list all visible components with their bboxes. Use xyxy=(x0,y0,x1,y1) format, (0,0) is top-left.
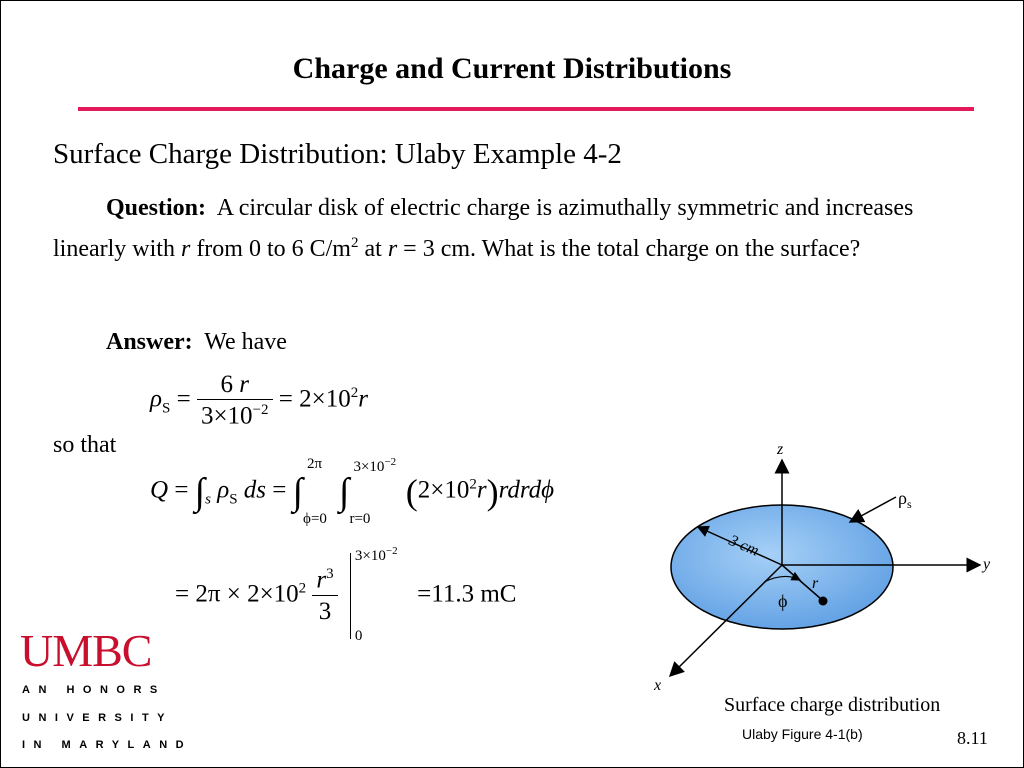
figure-caption: Surface charge distribution xyxy=(724,694,941,716)
eq1-num-r: r xyxy=(239,371,249,398)
eq3-fraction xyxy=(312,566,337,625)
eq2-integral-phi: ∫ xyxy=(292,471,304,513)
so-that-text: so that xyxy=(53,432,117,458)
eq3-left-exp: 2 xyxy=(298,580,307,597)
question-var-r-2: r xyxy=(387,236,398,262)
eq1-num-6: 6 xyxy=(220,371,233,398)
r-label: r xyxy=(812,575,819,592)
rho-label: $\rho_s$ xyxy=(898,488,912,511)
eq2-r-lower: r=0 xyxy=(349,511,371,527)
logo-line-3: IN MARYLAND xyxy=(22,739,193,751)
question-text-2: from 0 to 6 C/m xyxy=(190,236,351,262)
eq1-rho: ρ xyxy=(150,385,162,413)
question-exponent: 2 xyxy=(350,235,359,251)
eq2-integral-r: ∫ xyxy=(339,471,350,513)
eq2-rho-sub: S xyxy=(229,491,238,508)
eq2-integrand-exp: 2 xyxy=(469,476,477,493)
eq1-rhs: = 2×10 xyxy=(278,385,351,413)
eq2-Q: Q xyxy=(150,476,169,504)
eq2-integral-s: ∫ xyxy=(194,471,206,513)
eq2-integrand-r: r xyxy=(476,476,487,504)
eq3-den-3: 3 xyxy=(312,595,337,626)
eq1-sub-s: S xyxy=(162,400,171,417)
equation-rho: $\rho_S$ = $\frac{6 r}{3\times 10^{-2}}$ = $2\times 10^2r$ xyxy=(150,371,368,430)
equation-result xyxy=(175,545,517,644)
eq2-integrand: 2×10 xyxy=(417,476,470,504)
question-paragraph xyxy=(53,191,973,267)
rho-pointer xyxy=(850,497,896,522)
answer-label: Answer: xyxy=(106,329,193,355)
question-text-3: at xyxy=(358,236,388,262)
eq1-fraction xyxy=(197,371,273,430)
eq2-phi-upper: 2π xyxy=(307,456,323,472)
eq1-den-times10: ×10 xyxy=(213,402,253,430)
equation-total-charge: $Q = \int_s$ $\rho_S$ ds = ∫ 2π ϕ=0 ∫ $3\times 10^{-2}$ r=0 $(2\times 10^2r)rdrd\phi$ xyxy=(150,456,555,527)
question-var-r: r xyxy=(180,236,191,262)
logo-line-1: AN HONORS xyxy=(22,684,166,696)
eq2-sub-s: s xyxy=(205,491,211,508)
eq3-num-exp: 3 xyxy=(326,566,334,583)
question-text-4: = 3 cm. What is the total charge on the surface? xyxy=(397,236,861,262)
question-text-1: A circular disk of electric charge is azimuthally symmetric and increases linearly with xyxy=(53,195,914,262)
y-axis-label: y xyxy=(983,556,991,573)
surface-charge-figure xyxy=(640,440,1010,700)
eq2-ds: ds xyxy=(243,476,267,504)
logo-line-2: UNIVERSITY xyxy=(22,712,174,724)
figure-reference: Ulaby Figure 4-1(b) xyxy=(742,726,863,742)
x-axis-label: x xyxy=(654,677,662,694)
umbc-logo: UMBC xyxy=(20,625,152,676)
eq3-eval-lower: 0 xyxy=(354,628,363,644)
point-marker xyxy=(819,597,828,606)
eq1-den-exp: −2 xyxy=(252,402,269,418)
slide-title: Charge and Current Distributions xyxy=(292,52,732,85)
eq1-den-3: 3 xyxy=(200,402,214,430)
eq2-rdrdphi: rdrdϕ xyxy=(498,476,555,504)
eq3-eval-upper-exp: −2 xyxy=(385,545,398,557)
answer-line xyxy=(106,329,287,356)
eq2-r-upper: 3×10 xyxy=(353,459,385,475)
answer-text: We have xyxy=(204,329,287,355)
eq2-r-upper-exp: −2 xyxy=(384,456,397,468)
eq3-num-r: r xyxy=(316,566,327,594)
page-number: 8.11 xyxy=(957,728,988,748)
title-divider xyxy=(78,107,974,111)
eq2-phi-lower: ϕ=0 xyxy=(303,511,327,527)
eq3-evaluation-bar xyxy=(350,545,411,644)
phi-label: ϕ xyxy=(778,591,788,611)
eq3-result: =11.3 mC xyxy=(417,580,517,608)
eq3-eval-upper: 3×10 xyxy=(354,548,386,564)
eq1-rhs-exp: 2 xyxy=(350,385,359,402)
question-label: Question: xyxy=(106,195,207,221)
eq2-rho: ρ xyxy=(217,476,230,504)
z-axis-label: z xyxy=(777,441,784,458)
eq1-rhs-r: r xyxy=(358,385,368,413)
radius-label: 3 cm xyxy=(726,532,762,560)
eq3-left: = 2π × 2×10 xyxy=(175,580,299,608)
slide-subtitle: Surface Charge Distribution: Ulaby Example 4-2 xyxy=(53,138,622,170)
